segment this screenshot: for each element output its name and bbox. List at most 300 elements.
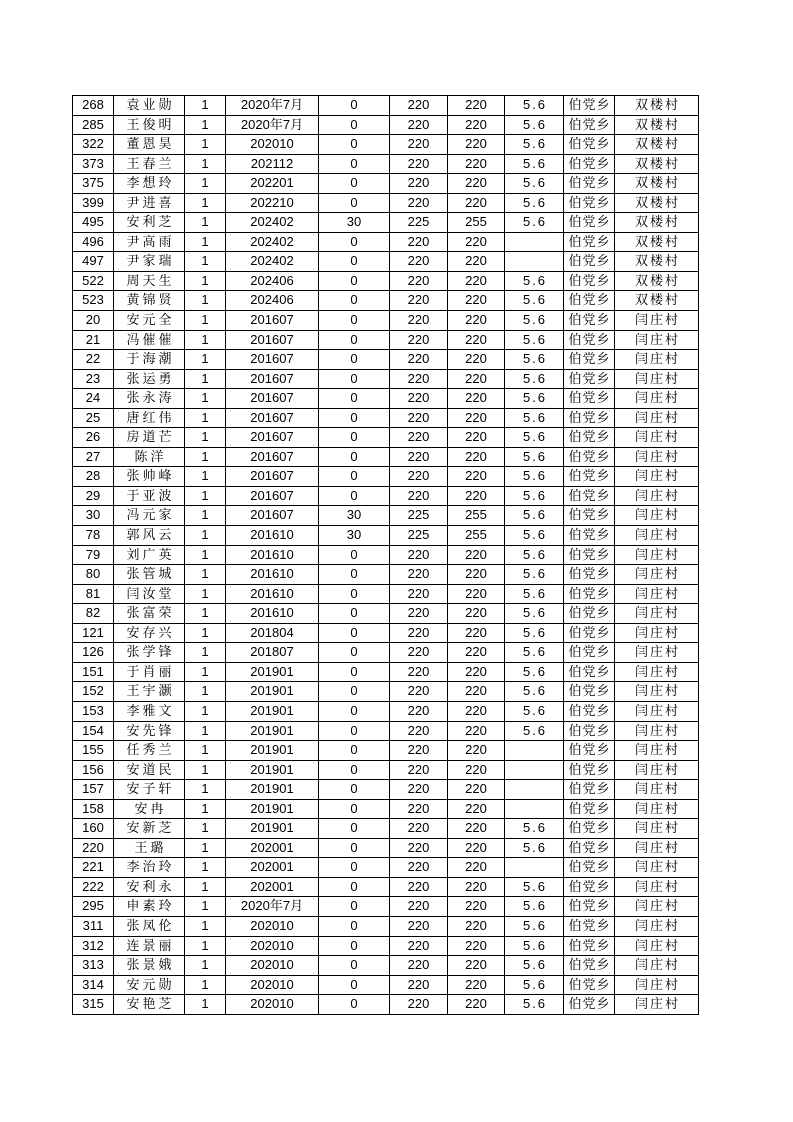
cell-base: 220: [390, 682, 448, 702]
cell-total: 220: [448, 193, 505, 213]
cell-name: 安存兴: [114, 623, 185, 643]
cell-township: 伯党乡: [564, 174, 615, 194]
cell-count: 1: [185, 643, 226, 663]
cell-base: 220: [390, 369, 448, 389]
cell-village: 双楼村: [615, 291, 699, 311]
cell-month: 202001: [226, 877, 319, 897]
cell-village: 闫庄村: [615, 819, 699, 839]
cell-name: 房道芒: [114, 428, 185, 448]
table-row: [73, 232, 699, 252]
cell-adjustment: 30: [319, 526, 390, 546]
cell-count: 1: [185, 975, 226, 995]
cell-serial: 522: [73, 271, 114, 291]
cell-rate: 5.6: [505, 330, 564, 350]
cell-township: 伯党乡: [564, 897, 615, 917]
cell-serial: 80: [73, 565, 114, 585]
table-row: [73, 916, 699, 936]
cell-name: 连景丽: [114, 936, 185, 956]
cell-serial: 157: [73, 780, 114, 800]
cell-village: 闫庄村: [615, 721, 699, 741]
cell-village: 闫庄村: [615, 545, 699, 565]
table-row: [73, 486, 699, 506]
cell-serial: 79: [73, 545, 114, 565]
cell-name: 李治玲: [114, 858, 185, 878]
cell-rate: 5.6: [505, 838, 564, 858]
cell-name: 安艳芝: [114, 995, 185, 1015]
cell-month: 202402: [226, 232, 319, 252]
cell-month: 201901: [226, 819, 319, 839]
cell-name: 唐红伟: [114, 408, 185, 428]
cell-adjustment: 0: [319, 408, 390, 428]
cell-township: 伯党乡: [564, 135, 615, 155]
cell-rate: 5.6: [505, 135, 564, 155]
table-row: [73, 780, 699, 800]
cell-base: 220: [390, 115, 448, 135]
cell-rate: 5.6: [505, 643, 564, 663]
cell-base: 220: [390, 604, 448, 624]
cell-adjustment: 0: [319, 135, 390, 155]
cell-adjustment: 0: [319, 858, 390, 878]
cell-village: 闫庄村: [615, 780, 699, 800]
cell-rate: 5.6: [505, 96, 564, 116]
cell-village: 闫庄村: [615, 604, 699, 624]
cell-rate: 5.6: [505, 311, 564, 331]
cell-total: 220: [448, 447, 505, 467]
cell-township: 伯党乡: [564, 486, 615, 506]
cell-rate: [505, 232, 564, 252]
cell-township: 伯党乡: [564, 623, 615, 643]
cell-serial: 25: [73, 408, 114, 428]
cell-name: 申素玲: [114, 897, 185, 917]
cell-rate: 5.6: [505, 877, 564, 897]
cell-rate: 5.6: [505, 721, 564, 741]
cell-name: 安新芝: [114, 819, 185, 839]
cell-township: 伯党乡: [564, 604, 615, 624]
cell-base: 220: [390, 135, 448, 155]
cell-village: 闫庄村: [615, 389, 699, 409]
cell-total: 220: [448, 428, 505, 448]
cell-month: 202406: [226, 271, 319, 291]
cell-serial: 158: [73, 799, 114, 819]
cell-name: 李雅文: [114, 701, 185, 721]
cell-name: 王俊明: [114, 115, 185, 135]
cell-month: 202001: [226, 838, 319, 858]
cell-count: 1: [185, 486, 226, 506]
table-row: [73, 623, 699, 643]
cell-serial: 26: [73, 428, 114, 448]
cell-total: 220: [448, 897, 505, 917]
table-row: [73, 369, 699, 389]
cell-township: 伯党乡: [564, 799, 615, 819]
cell-serial: 153: [73, 701, 114, 721]
cell-rate: 5.6: [505, 291, 564, 311]
table-row: [73, 682, 699, 702]
cell-count: 1: [185, 682, 226, 702]
cell-township: 伯党乡: [564, 428, 615, 448]
cell-serial: 322: [73, 135, 114, 155]
cell-village: 闫庄村: [615, 682, 699, 702]
cell-name: 王宇灏: [114, 682, 185, 702]
cell-serial: 24: [73, 389, 114, 409]
cell-base: 220: [390, 956, 448, 976]
cell-name: 刘广英: [114, 545, 185, 565]
cell-base: 220: [390, 447, 448, 467]
cell-adjustment: 0: [319, 936, 390, 956]
cell-township: 伯党乡: [564, 760, 615, 780]
cell-base: 220: [390, 799, 448, 819]
cell-village: 闫庄村: [615, 877, 699, 897]
cell-township: 伯党乡: [564, 682, 615, 702]
cell-adjustment: 0: [319, 447, 390, 467]
cell-adjustment: 0: [319, 877, 390, 897]
cell-adjustment: 0: [319, 232, 390, 252]
cell-adjustment: 0: [319, 545, 390, 565]
cell-name: 张景娥: [114, 956, 185, 976]
cell-base: 220: [390, 350, 448, 370]
cell-adjustment: 0: [319, 252, 390, 272]
cell-count: 1: [185, 799, 226, 819]
cell-month: 201901: [226, 662, 319, 682]
cell-township: 伯党乡: [564, 662, 615, 682]
cell-township: 伯党乡: [564, 350, 615, 370]
cell-township: 伯党乡: [564, 975, 615, 995]
cell-village: 闫庄村: [615, 956, 699, 976]
cell-total: 220: [448, 623, 505, 643]
cell-village: 双楼村: [615, 271, 699, 291]
cell-serial: 268: [73, 96, 114, 116]
cell-adjustment: 0: [319, 956, 390, 976]
cell-name: 陈洋: [114, 447, 185, 467]
cell-count: 1: [185, 428, 226, 448]
cell-rate: [505, 760, 564, 780]
cell-count: 1: [185, 252, 226, 272]
table-row: [73, 428, 699, 448]
cell-adjustment: 0: [319, 565, 390, 585]
cell-count: 1: [185, 858, 226, 878]
cell-name: 安先锋: [114, 721, 185, 741]
cell-month: 201607: [226, 506, 319, 526]
cell-name: 郭风云: [114, 526, 185, 546]
cell-count: 1: [185, 350, 226, 370]
cell-name: 王春兰: [114, 154, 185, 174]
cell-village: 闫庄村: [615, 916, 699, 936]
cell-village: 双楼村: [615, 174, 699, 194]
cell-month: 202010: [226, 936, 319, 956]
cell-base: 220: [390, 428, 448, 448]
table-row: [73, 174, 699, 194]
cell-month: 201901: [226, 741, 319, 761]
cell-count: 1: [185, 506, 226, 526]
cell-rate: 5.6: [505, 389, 564, 409]
cell-total: 220: [448, 995, 505, 1015]
cell-adjustment: 0: [319, 799, 390, 819]
cell-base: 220: [390, 96, 448, 116]
cell-name: 张管城: [114, 565, 185, 585]
cell-base: 220: [390, 271, 448, 291]
cell-month: 201607: [226, 447, 319, 467]
cell-rate: 5.6: [505, 369, 564, 389]
cell-township: 伯党乡: [564, 956, 615, 976]
cell-name: 李想玲: [114, 174, 185, 194]
cell-count: 1: [185, 389, 226, 409]
cell-rate: 5.6: [505, 213, 564, 233]
cell-name: 张学锋: [114, 643, 185, 663]
cell-total: 220: [448, 956, 505, 976]
cell-township: 伯党乡: [564, 701, 615, 721]
cell-serial: 78: [73, 526, 114, 546]
table-row: [73, 897, 699, 917]
table-row: [73, 565, 699, 585]
cell-name: 张帅峰: [114, 467, 185, 487]
cell-total: 220: [448, 584, 505, 604]
cell-rate: [505, 858, 564, 878]
cell-serial: 496: [73, 232, 114, 252]
cell-total: 255: [448, 526, 505, 546]
cell-count: 1: [185, 584, 226, 604]
cell-count: 1: [185, 330, 226, 350]
cell-total: 220: [448, 858, 505, 878]
cell-name: 安元勋: [114, 975, 185, 995]
cell-serial: 311: [73, 916, 114, 936]
cell-township: 伯党乡: [564, 721, 615, 741]
cell-total: 220: [448, 838, 505, 858]
cell-count: 1: [185, 956, 226, 976]
cell-adjustment: 0: [319, 916, 390, 936]
cell-rate: 5.6: [505, 271, 564, 291]
table-row: [73, 956, 699, 976]
cell-village: 闫庄村: [615, 486, 699, 506]
cell-serial: 81: [73, 584, 114, 604]
cell-rate: 5.6: [505, 819, 564, 839]
cell-village: 闫庄村: [615, 408, 699, 428]
cell-month: 2020年7月: [226, 96, 319, 116]
cell-total: 220: [448, 604, 505, 624]
cell-village: 闫庄村: [615, 623, 699, 643]
cell-count: 1: [185, 662, 226, 682]
cell-month: 202402: [226, 252, 319, 272]
cell-total: 220: [448, 311, 505, 331]
cell-serial: 315: [73, 995, 114, 1015]
cell-rate: 5.6: [505, 115, 564, 135]
cell-name: 闫汝堂: [114, 584, 185, 604]
cell-count: 1: [185, 311, 226, 331]
cell-adjustment: 0: [319, 115, 390, 135]
cell-month: 202010: [226, 995, 319, 1015]
cell-count: 1: [185, 604, 226, 624]
cell-total: 220: [448, 350, 505, 370]
table-row: [73, 252, 699, 272]
cell-base: 220: [390, 760, 448, 780]
cell-village: 双楼村: [615, 115, 699, 135]
cell-base: 220: [390, 252, 448, 272]
cell-township: 伯党乡: [564, 271, 615, 291]
cell-name: 于肖丽: [114, 662, 185, 682]
cell-base: 220: [390, 330, 448, 350]
cell-base: 220: [390, 995, 448, 1015]
cell-adjustment: 0: [319, 428, 390, 448]
cell-count: 1: [185, 838, 226, 858]
cell-name: 安道民: [114, 760, 185, 780]
cell-name: 安利永: [114, 877, 185, 897]
cell-serial: 154: [73, 721, 114, 741]
cell-base: 220: [390, 662, 448, 682]
table-row: [73, 858, 699, 878]
cell-village: 闫庄村: [615, 428, 699, 448]
cell-month: 201610: [226, 545, 319, 565]
cell-count: 1: [185, 271, 226, 291]
cell-adjustment: 0: [319, 701, 390, 721]
cell-month: 201610: [226, 565, 319, 585]
cell-township: 伯党乡: [564, 877, 615, 897]
table-row: [73, 311, 699, 331]
cell-base: 220: [390, 291, 448, 311]
cell-month: 201804: [226, 623, 319, 643]
cell-serial: 313: [73, 956, 114, 976]
cell-rate: 5.6: [505, 447, 564, 467]
table-row: [73, 643, 699, 663]
cell-name: 王璐: [114, 838, 185, 858]
cell-name: 任秀兰: [114, 741, 185, 761]
cell-total: 220: [448, 154, 505, 174]
cell-serial: 373: [73, 154, 114, 174]
cell-month: 202201: [226, 174, 319, 194]
table-row: [73, 721, 699, 741]
cell-adjustment: 0: [319, 154, 390, 174]
cell-township: 伯党乡: [564, 506, 615, 526]
table-row: [73, 877, 699, 897]
cell-base: 220: [390, 486, 448, 506]
cell-month: 202406: [226, 291, 319, 311]
cell-count: 1: [185, 545, 226, 565]
cell-name: 安元全: [114, 311, 185, 331]
cell-serial: 151: [73, 662, 114, 682]
cell-name: 张凤伦: [114, 916, 185, 936]
cell-township: 伯党乡: [564, 96, 615, 116]
cell-village: 闫庄村: [615, 995, 699, 1015]
cell-serial: 222: [73, 877, 114, 897]
cell-month: 202210: [226, 193, 319, 213]
cell-township: 伯党乡: [564, 252, 615, 272]
cell-township: 伯党乡: [564, 819, 615, 839]
cell-count: 1: [185, 135, 226, 155]
cell-adjustment: 0: [319, 389, 390, 409]
cell-count: 1: [185, 877, 226, 897]
cell-rate: 5.6: [505, 467, 564, 487]
cell-month: 201607: [226, 486, 319, 506]
cell-count: 1: [185, 213, 226, 233]
cell-month: 201607: [226, 389, 319, 409]
cell-village: 闫庄村: [615, 369, 699, 389]
cell-adjustment: 0: [319, 780, 390, 800]
cell-serial: 495: [73, 213, 114, 233]
cell-adjustment: 0: [319, 760, 390, 780]
cell-village: 闫庄村: [615, 467, 699, 487]
cell-count: 1: [185, 721, 226, 741]
cell-rate: 5.6: [505, 350, 564, 370]
cell-count: 1: [185, 174, 226, 194]
cell-month: 202010: [226, 956, 319, 976]
cell-township: 伯党乡: [564, 330, 615, 350]
table-row: [73, 135, 699, 155]
cell-month: 201607: [226, 428, 319, 448]
cell-rate: 5.6: [505, 428, 564, 448]
cell-serial: 23: [73, 369, 114, 389]
cell-rate: 5.6: [505, 975, 564, 995]
cell-count: 1: [185, 232, 226, 252]
cell-month: 201901: [226, 701, 319, 721]
cell-adjustment: 0: [319, 897, 390, 917]
cell-total: 220: [448, 174, 505, 194]
cell-village: 闫庄村: [615, 643, 699, 663]
cell-base: 220: [390, 311, 448, 331]
cell-rate: [505, 252, 564, 272]
cell-count: 1: [185, 193, 226, 213]
cell-base: 225: [390, 506, 448, 526]
cell-village: 闫庄村: [615, 662, 699, 682]
cell-rate: 5.6: [505, 701, 564, 721]
cell-month: 201607: [226, 330, 319, 350]
cell-count: 1: [185, 96, 226, 116]
cell-township: 伯党乡: [564, 995, 615, 1015]
cell-rate: 5.6: [505, 506, 564, 526]
cell-adjustment: 0: [319, 467, 390, 487]
cell-serial: 314: [73, 975, 114, 995]
cell-total: 220: [448, 369, 505, 389]
cell-rate: [505, 741, 564, 761]
cell-base: 220: [390, 780, 448, 800]
cell-serial: 399: [73, 193, 114, 213]
cell-township: 伯党乡: [564, 213, 615, 233]
cell-total: 255: [448, 506, 505, 526]
cell-month: 201610: [226, 604, 319, 624]
table-row: [73, 506, 699, 526]
pension-roster-table: [72, 95, 699, 1015]
cell-base: 220: [390, 584, 448, 604]
cell-serial: 27: [73, 447, 114, 467]
cell-adjustment: 30: [319, 506, 390, 526]
cell-month: 202001: [226, 858, 319, 878]
cell-month: 201610: [226, 584, 319, 604]
cell-adjustment: 0: [319, 174, 390, 194]
table-row: [73, 604, 699, 624]
cell-rate: 5.6: [505, 584, 564, 604]
cell-month: 202010: [226, 916, 319, 936]
table-row: [73, 760, 699, 780]
cell-serial: 285: [73, 115, 114, 135]
cell-village: 闫庄村: [615, 701, 699, 721]
cell-serial: 375: [73, 174, 114, 194]
cell-rate: 5.6: [505, 916, 564, 936]
cell-count: 1: [185, 408, 226, 428]
cell-base: 220: [390, 701, 448, 721]
cell-month: 201901: [226, 721, 319, 741]
cell-total: 220: [448, 682, 505, 702]
cell-base: 220: [390, 565, 448, 585]
cell-township: 伯党乡: [564, 311, 615, 331]
cell-base: 220: [390, 897, 448, 917]
cell-serial: 160: [73, 819, 114, 839]
cell-rate: 5.6: [505, 193, 564, 213]
cell-adjustment: 0: [319, 193, 390, 213]
cell-base: 220: [390, 975, 448, 995]
cell-total: 220: [448, 565, 505, 585]
table-row: [73, 291, 699, 311]
cell-adjustment: 0: [319, 96, 390, 116]
cell-serial: 126: [73, 643, 114, 663]
table-row: [73, 271, 699, 291]
cell-month: 201607: [226, 369, 319, 389]
cell-name: 董恩昊: [114, 135, 185, 155]
